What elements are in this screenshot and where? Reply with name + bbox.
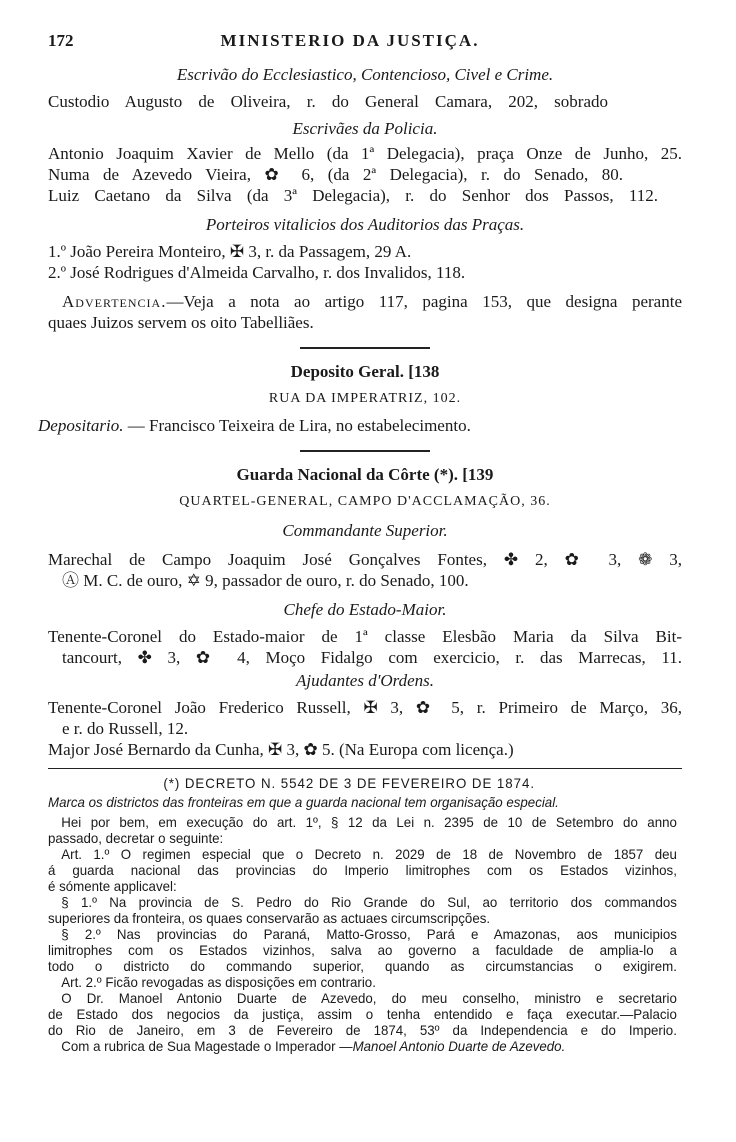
- divider: [300, 347, 430, 349]
- advertencia-line: quaes Juizos servem os oito Tabelliães.: [48, 313, 314, 332]
- footnote-line: § 1.º Na provincia de S. Pedro do Rio Grande do Sul, ao territorio dos commandos: [61, 894, 677, 910]
- divider: [300, 450, 430, 452]
- section-title: Porteiros vitalicios dos Auditorios das Praças.: [205, 215, 525, 234]
- footnote-line: Hei por bem, em execução do art. 1º, § 12 da Lei n. 2395 de 10 de Setembro do anno: [61, 814, 677, 830]
- running-title: MINISTERIO DA JUSTIÇA.: [220, 31, 480, 50]
- footnote-line: § 2.º Nas provincias do Paraná, Matto-Grosso, Pará e Amazonas, aos municipios: [61, 926, 677, 942]
- footnote-subtitle: Marca os districtos das fronteiras em que a guarda nacional tem organisação especial.: [48, 794, 559, 810]
- entry-line: Luiz Caetano da Silva (da 3ª Delegacia), r. do Senhor dos Passos, 112.: [48, 186, 658, 205]
- footnote-line: é sómente applicavel:: [48, 878, 177, 894]
- entry-line: 2.º José Rodrigues d'Almeida Carvalho, r. dos Invalidos, 118.: [48, 263, 466, 282]
- entry-line: Numa de Azevedo Vieira, ✿ 6, (da 2ª Delegacia), r. do Senado, 80.: [48, 165, 623, 184]
- page-header: [48, 30, 682, 52]
- page-number: 172: [48, 31, 74, 50]
- entry-line: 1.º João Pereira Monteiro, ✠ 3, r. da Passagem, 29 A.: [48, 242, 412, 261]
- footnote-heading: (*) DECRETO N. 5542 DE 3 DE FEVEREIRO DE 1874.: [163, 775, 535, 791]
- advertencia-label: Advertencia.: [62, 292, 167, 311]
- footnote: [48, 775, 677, 1054]
- footnote-line: de Estado dos negocios da justiça, assim o tenha entendido e faça executar.—Palacio: [48, 1006, 677, 1022]
- deposito-title: Deposito Geral. [138: [290, 362, 440, 381]
- signature: Manoel Antonio Duarte de Azevedo.: [352, 1038, 566, 1054]
- footnote-closing: Com a rubrica de Sua Magestade o Imperador —Manoel Antonio Duarte de Azevedo.: [61, 1038, 566, 1054]
- section-title: Escrivão do Ecclesiastico, Contencioso, Civel e Crime.: [176, 65, 554, 84]
- section-title: Escrivães da Policia.: [292, 119, 438, 138]
- footnote-line: do Rio de Janeiro, em 3 de Fevereiro de 1874, 53º da Independencia e do Imperio.: [48, 1022, 677, 1038]
- entry-line: tancourt, ✤ 3, ✿ 4, Moço Fidalgo com exercicio, r. das Marrecas, 11.: [62, 648, 682, 667]
- entry-line: Tenente-Coronel João Frederico Russell, ✠ 3, ✿ 5, r. Primeiro de Março, 36,: [48, 698, 682, 717]
- footnote-line: O Dr. Manoel Antonio Duarte de Azevedo, do meu conselho, ministro e secretario: [61, 990, 677, 1006]
- entry-line: Tenente-Coronel do Estado-maior de 1ª classe Elesbão Maria da Silva Bit-: [48, 627, 682, 646]
- section-title: Commandante Superior.: [282, 521, 448, 540]
- footnote-body: [48, 814, 677, 1054]
- deposito-address: RUA DA IMPERATRIZ, 102.: [268, 391, 462, 406]
- section-title: Ajudantes d'Ordens.: [295, 671, 435, 690]
- footnote-line: passado, decretar o seguinte:: [48, 830, 224, 846]
- advertencia-line: Advertencia.—Veja a nota ao artigo 117, pagina 153, que designa perante: [62, 292, 682, 311]
- footnote-line: Art. 2.º Ficão revogadas as disposições em contrario.: [61, 974, 376, 990]
- guarda-title: Guarda Nacional da Côrte (*). [139: [236, 465, 494, 484]
- footnote-divider: [48, 768, 682, 769]
- entry-line: Ⓐ M. C. de ouro, ✡ 9, passador de ouro, r. do Senado, 100.: [62, 571, 469, 590]
- entry-line: Custodio Augusto de Oliveira, r. do General Camara, 202, sobrado: [48, 92, 608, 111]
- entry-line: e r. do Russell, 12.: [62, 719, 189, 738]
- depositario-line: Depositario. — Francisco Teixeira de Lira, no estabelecimento.: [38, 416, 471, 435]
- footnote-line: Art. 1.º O regimen especial que o Decreto n. 2029 de 18 de Novembro de 1857 deu: [61, 846, 677, 862]
- document-page: [38, 30, 682, 1054]
- guarda-address: QUARTEL-GENERAL, CAMPO D'ACCLAMAÇÃO, 36.: [179, 494, 551, 509]
- section-title: Chefe do Estado-Maior.: [283, 600, 447, 619]
- footnote-line: superiores da fronteira, os quaes conservarão as actuaes circumscripções.: [48, 910, 491, 926]
- entry-line: Antonio Joaquim Xavier de Mello (da 1ª Delegacia), praça Onze de Junho, 25.: [48, 144, 682, 163]
- footnote-line: todo o districto do commando superior, quando as circumstancias o exigirem.: [48, 958, 677, 974]
- footnote-line: á guarda nacional das provincias do Imperio limitrophes com os Estados vizinhos,: [48, 862, 677, 878]
- entry-line: Marechal de Campo Joaquim José Gonçalves Fontes, ✤ 2, ✿ 3, ❁ 3,: [48, 550, 682, 569]
- entry-line: Major José Bernardo da Cunha, ✠ 3, ✿ 5. (Na Europa com licença.): [48, 740, 514, 759]
- footnote-line: limitrophes com os Estados vizinhos, salva ao governo a faculdade de amplia-lo a: [48, 942, 677, 958]
